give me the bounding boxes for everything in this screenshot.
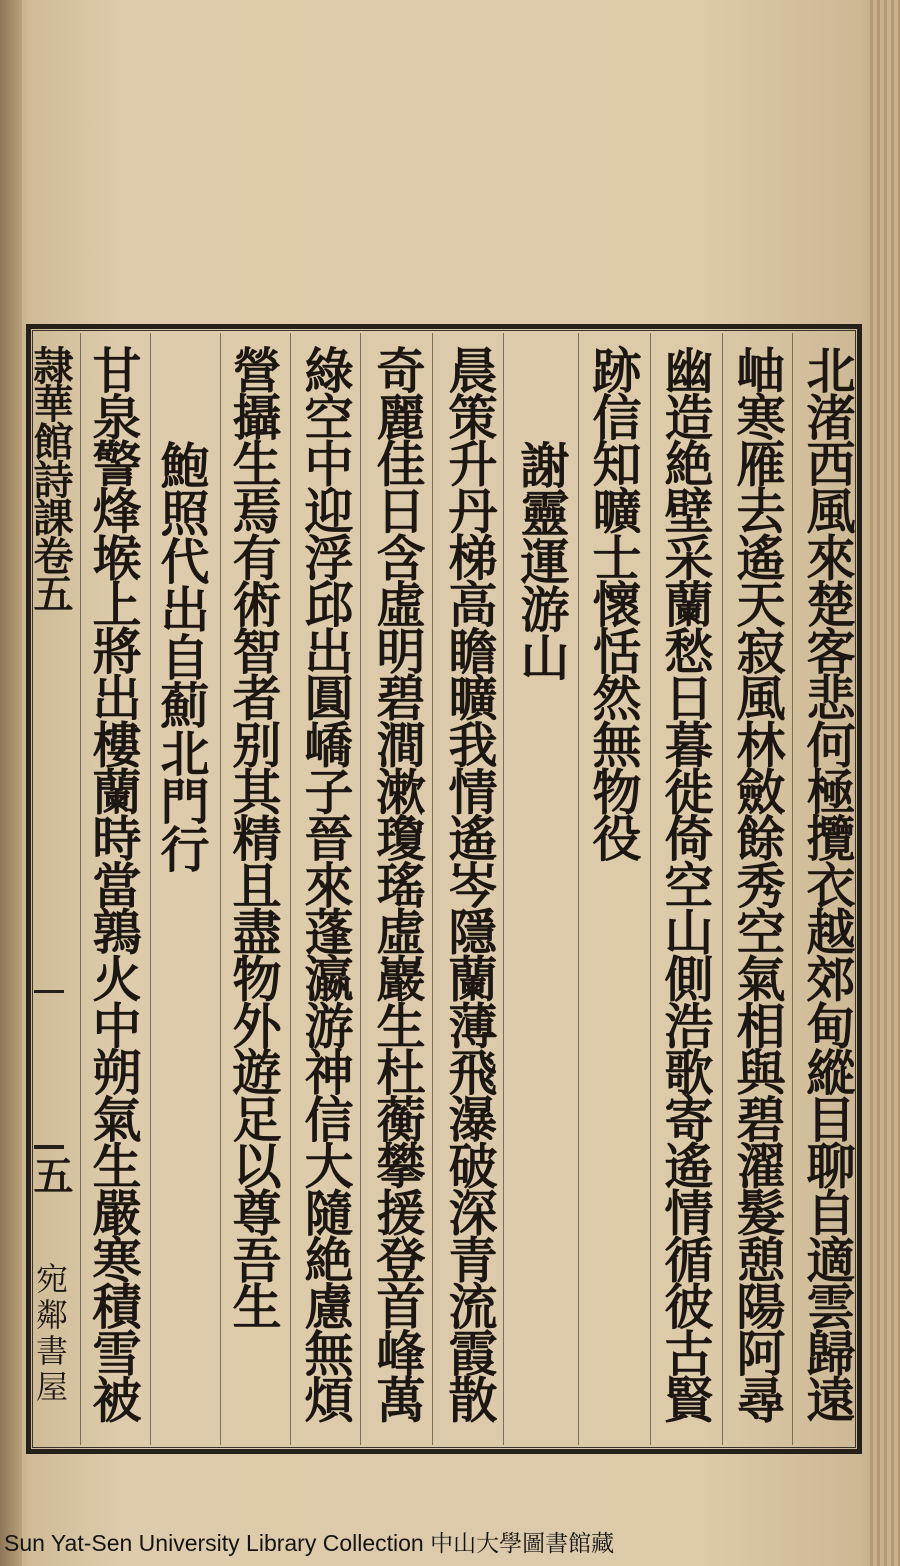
text-column: 岫寒雁去遙天寂風林斂餘秀空氣相與碧濯髮憩陽阿尋 — [729, 345, 787, 1422]
column-rule — [360, 333, 361, 1445]
text-column: 晨策升丹梯高瞻曠我情遙岑隱蘭薄飛瀑破深青流霞散 — [441, 345, 499, 1422]
page-number: 五 — [27, 1155, 74, 1195]
margin-mark — [34, 990, 64, 993]
text-column: 北渚西風來楚客悲何極攬衣越郊甸縱目聊自適雲歸遠 — [799, 345, 857, 1422]
poem-title: 謝靈運游山 — [513, 440, 571, 680]
column-rule — [578, 333, 579, 1445]
column-rule — [150, 333, 151, 1445]
column-rule — [503, 333, 504, 1445]
column-rule — [722, 333, 723, 1445]
book-title: 隷華館詩課卷五 — [27, 345, 74, 611]
column-rule — [80, 333, 81, 1445]
column-rule — [792, 333, 793, 1445]
text-column: 綠空中迎浮邱出圓嶠子晉來蓬瀛游神信大隨絶慮無煩 — [297, 345, 355, 1422]
text-column: 營攝生焉有術智者别其精且盡物外遊足以尊吾生 — [225, 345, 283, 1328]
page-edges — [870, 0, 900, 1566]
column-rule — [650, 333, 651, 1445]
poem-title: 鮑照代出自薊北門行 — [153, 440, 211, 872]
text-column: 甘泉警烽堠上將出樓蘭時當鶉火中朔氣生嚴寒積雪被 — [85, 345, 143, 1422]
margin-mark — [34, 1145, 64, 1149]
publisher-imprint: 宛鄰書屋 — [31, 1262, 69, 1406]
column-rule — [220, 333, 221, 1445]
collection-watermark: Sun Yat-Sen University Library Collection 中山大學圖書館藏 — [4, 1530, 615, 1556]
text-column: 跡信知曠士懷恬然無物役 — [585, 345, 643, 860]
text-column: 幽造絶壁采蘭愁日暮徙倚空山側浩歌寄遙情循彼古賢 — [657, 345, 715, 1422]
column-rule — [432, 333, 433, 1445]
column-rule — [290, 333, 291, 1445]
book-spine — [0, 0, 22, 1566]
text-column: 奇麗佳日含虛明碧澗漱瓊瑤虛巖生杜蘅攀援登首峰萬 — [369, 345, 427, 1422]
